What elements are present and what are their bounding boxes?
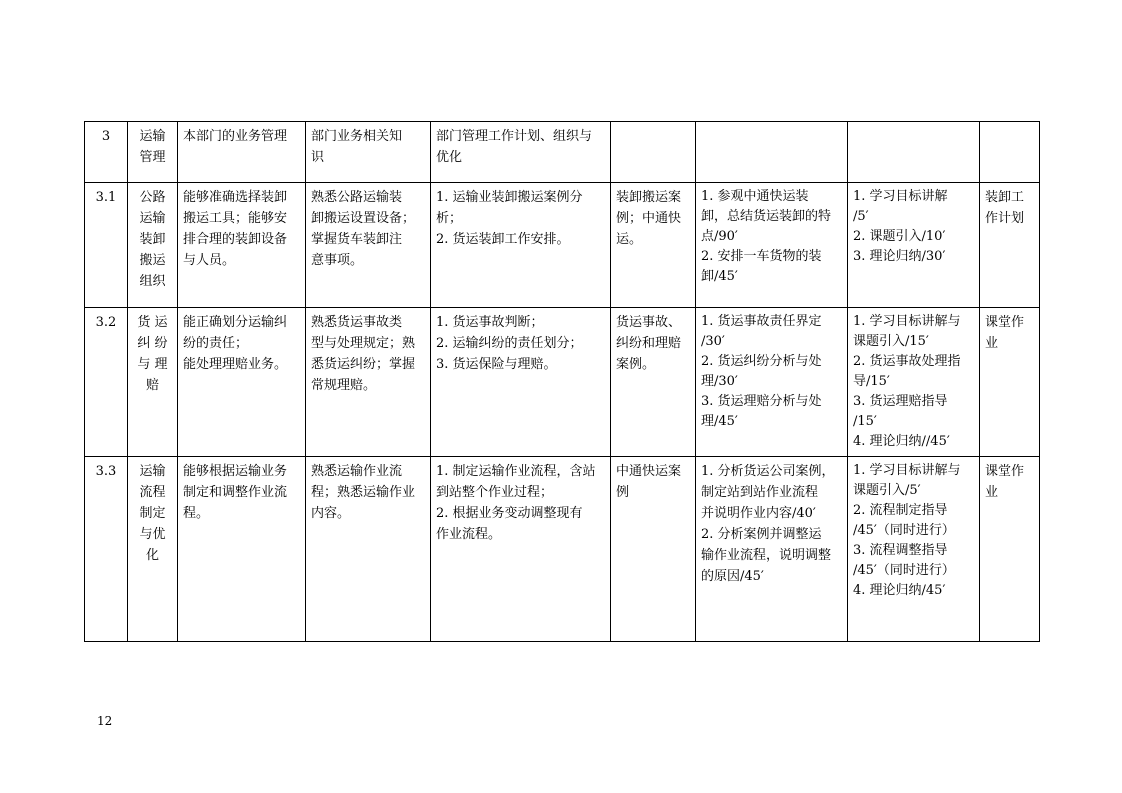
item-number-cell: 3.2 bbox=[85, 308, 128, 457]
item-name-cell: 公路 运输 装卸 搬运 组织 bbox=[128, 183, 178, 308]
table-row bbox=[85, 122, 1040, 183]
item-number-cell: 3 bbox=[85, 122, 128, 183]
ability-cell: 能够准确选择装卸 搬运工具；能够安 排合理的装卸设备 与人员。 bbox=[178, 183, 306, 308]
page-number: 12 bbox=[97, 714, 113, 728]
content-cell: 1. 制定运输作业流程，含站 到站整个作业过程； 2. 根据业务变动调整现有 作业流程。 bbox=[431, 457, 611, 642]
ability-cell: 本部门的业务管理 bbox=[178, 122, 306, 183]
knowledge-cell: 熟悉货运事故类 型与处理规定；熟 悉货运纠纷；掌握 常规理赔。 bbox=[306, 308, 431, 457]
method-cell: 1. 学习目标讲解与 课题引入/5′ 2. 流程制定指导 /45′（同时进行） 3. 流程调整指导 /45′（同时进行） 4. 理论归纳/45′ bbox=[848, 457, 980, 642]
plan-table-container bbox=[84, 121, 1040, 642]
knowledge-cell: 熟悉运输作业流 程；熟悉运输作业 内容。 bbox=[306, 457, 431, 642]
teaching-plan-table bbox=[84, 121, 1040, 642]
table-row bbox=[85, 457, 1040, 642]
content-cell: 部门管理工作计划、组织与 优化 bbox=[431, 122, 611, 183]
homework-cell: 课堂作 业 bbox=[980, 457, 1040, 642]
case-cell: 货运事故、 纠纷和理赔 案例。 bbox=[611, 308, 696, 457]
method-cell: 1. 学习目标讲解 /5′ 2. 课题引入/10′ 3. 理论归纳/30′ bbox=[848, 183, 980, 308]
case-cell bbox=[611, 122, 696, 183]
content-cell: 1. 货运事故判断； 2. 运输纠纷的责任划分； 3. 货运保险与理赔。 bbox=[431, 308, 611, 457]
ability-cell: 能正确划分运输纠 纷的责任； 能处理理赔业务。 bbox=[178, 308, 306, 457]
task-cell bbox=[696, 122, 848, 183]
item-number-cell: 3.3 bbox=[85, 457, 128, 642]
task-cell: 1. 参观中通快运装 卸，总结货运装卸的特 点/90′ 2. 安排一车货物的装 卸/45′ bbox=[696, 183, 848, 308]
task-cell: 1. 分析货运公司案例， 制定站到站作业流程 并说明作业内容/40′ 2. 分析案例并调整运 输作业流程，说明调整 的原因/45′ bbox=[696, 457, 848, 642]
item-number-cell: 3.1 bbox=[85, 183, 128, 308]
knowledge-cell: 熟悉公路运输装 卸搬运设置设备； 掌握货车装卸注 意事项。 bbox=[306, 183, 431, 308]
case-cell: 中通快运案 例 bbox=[611, 457, 696, 642]
ability-cell: 能够根据运输业务 制定和调整作业流 程。 bbox=[178, 457, 306, 642]
knowledge-cell: 部门业务相关知 识 bbox=[306, 122, 431, 183]
homework-cell: 装卸工 作计划 bbox=[980, 183, 1040, 308]
table-row bbox=[85, 183, 1040, 308]
item-name-cell: 运输 流程 制定 与优 化 bbox=[128, 457, 178, 642]
task-cell: 1. 货运事故责任界定 /30′ 2. 货运纠纷分析与处 理/30′ 3. 货运理赔分析与处 理/45′ bbox=[696, 308, 848, 457]
homework-cell bbox=[980, 122, 1040, 183]
content-cell: 1. 运输业装卸搬运案例分 析； 2. 货运装卸工作安排。 bbox=[431, 183, 611, 308]
method-cell: 1. 学习目标讲解与 课题引入/15′ 2. 货运事故处理指 导/15′ 3. 货运理赔指导 /15′ 4. 理论归纳//45′ bbox=[848, 308, 980, 457]
homework-cell: 课堂作 业 bbox=[980, 308, 1040, 457]
case-cell: 装卸搬运案 例；中通快 运。 bbox=[611, 183, 696, 308]
table-row bbox=[85, 308, 1040, 457]
method-cell bbox=[848, 122, 980, 183]
item-name-cell: 运输 管理 bbox=[128, 122, 178, 183]
item-name-cell: 货 运 纠 纷 与 理 赔 bbox=[128, 308, 178, 457]
